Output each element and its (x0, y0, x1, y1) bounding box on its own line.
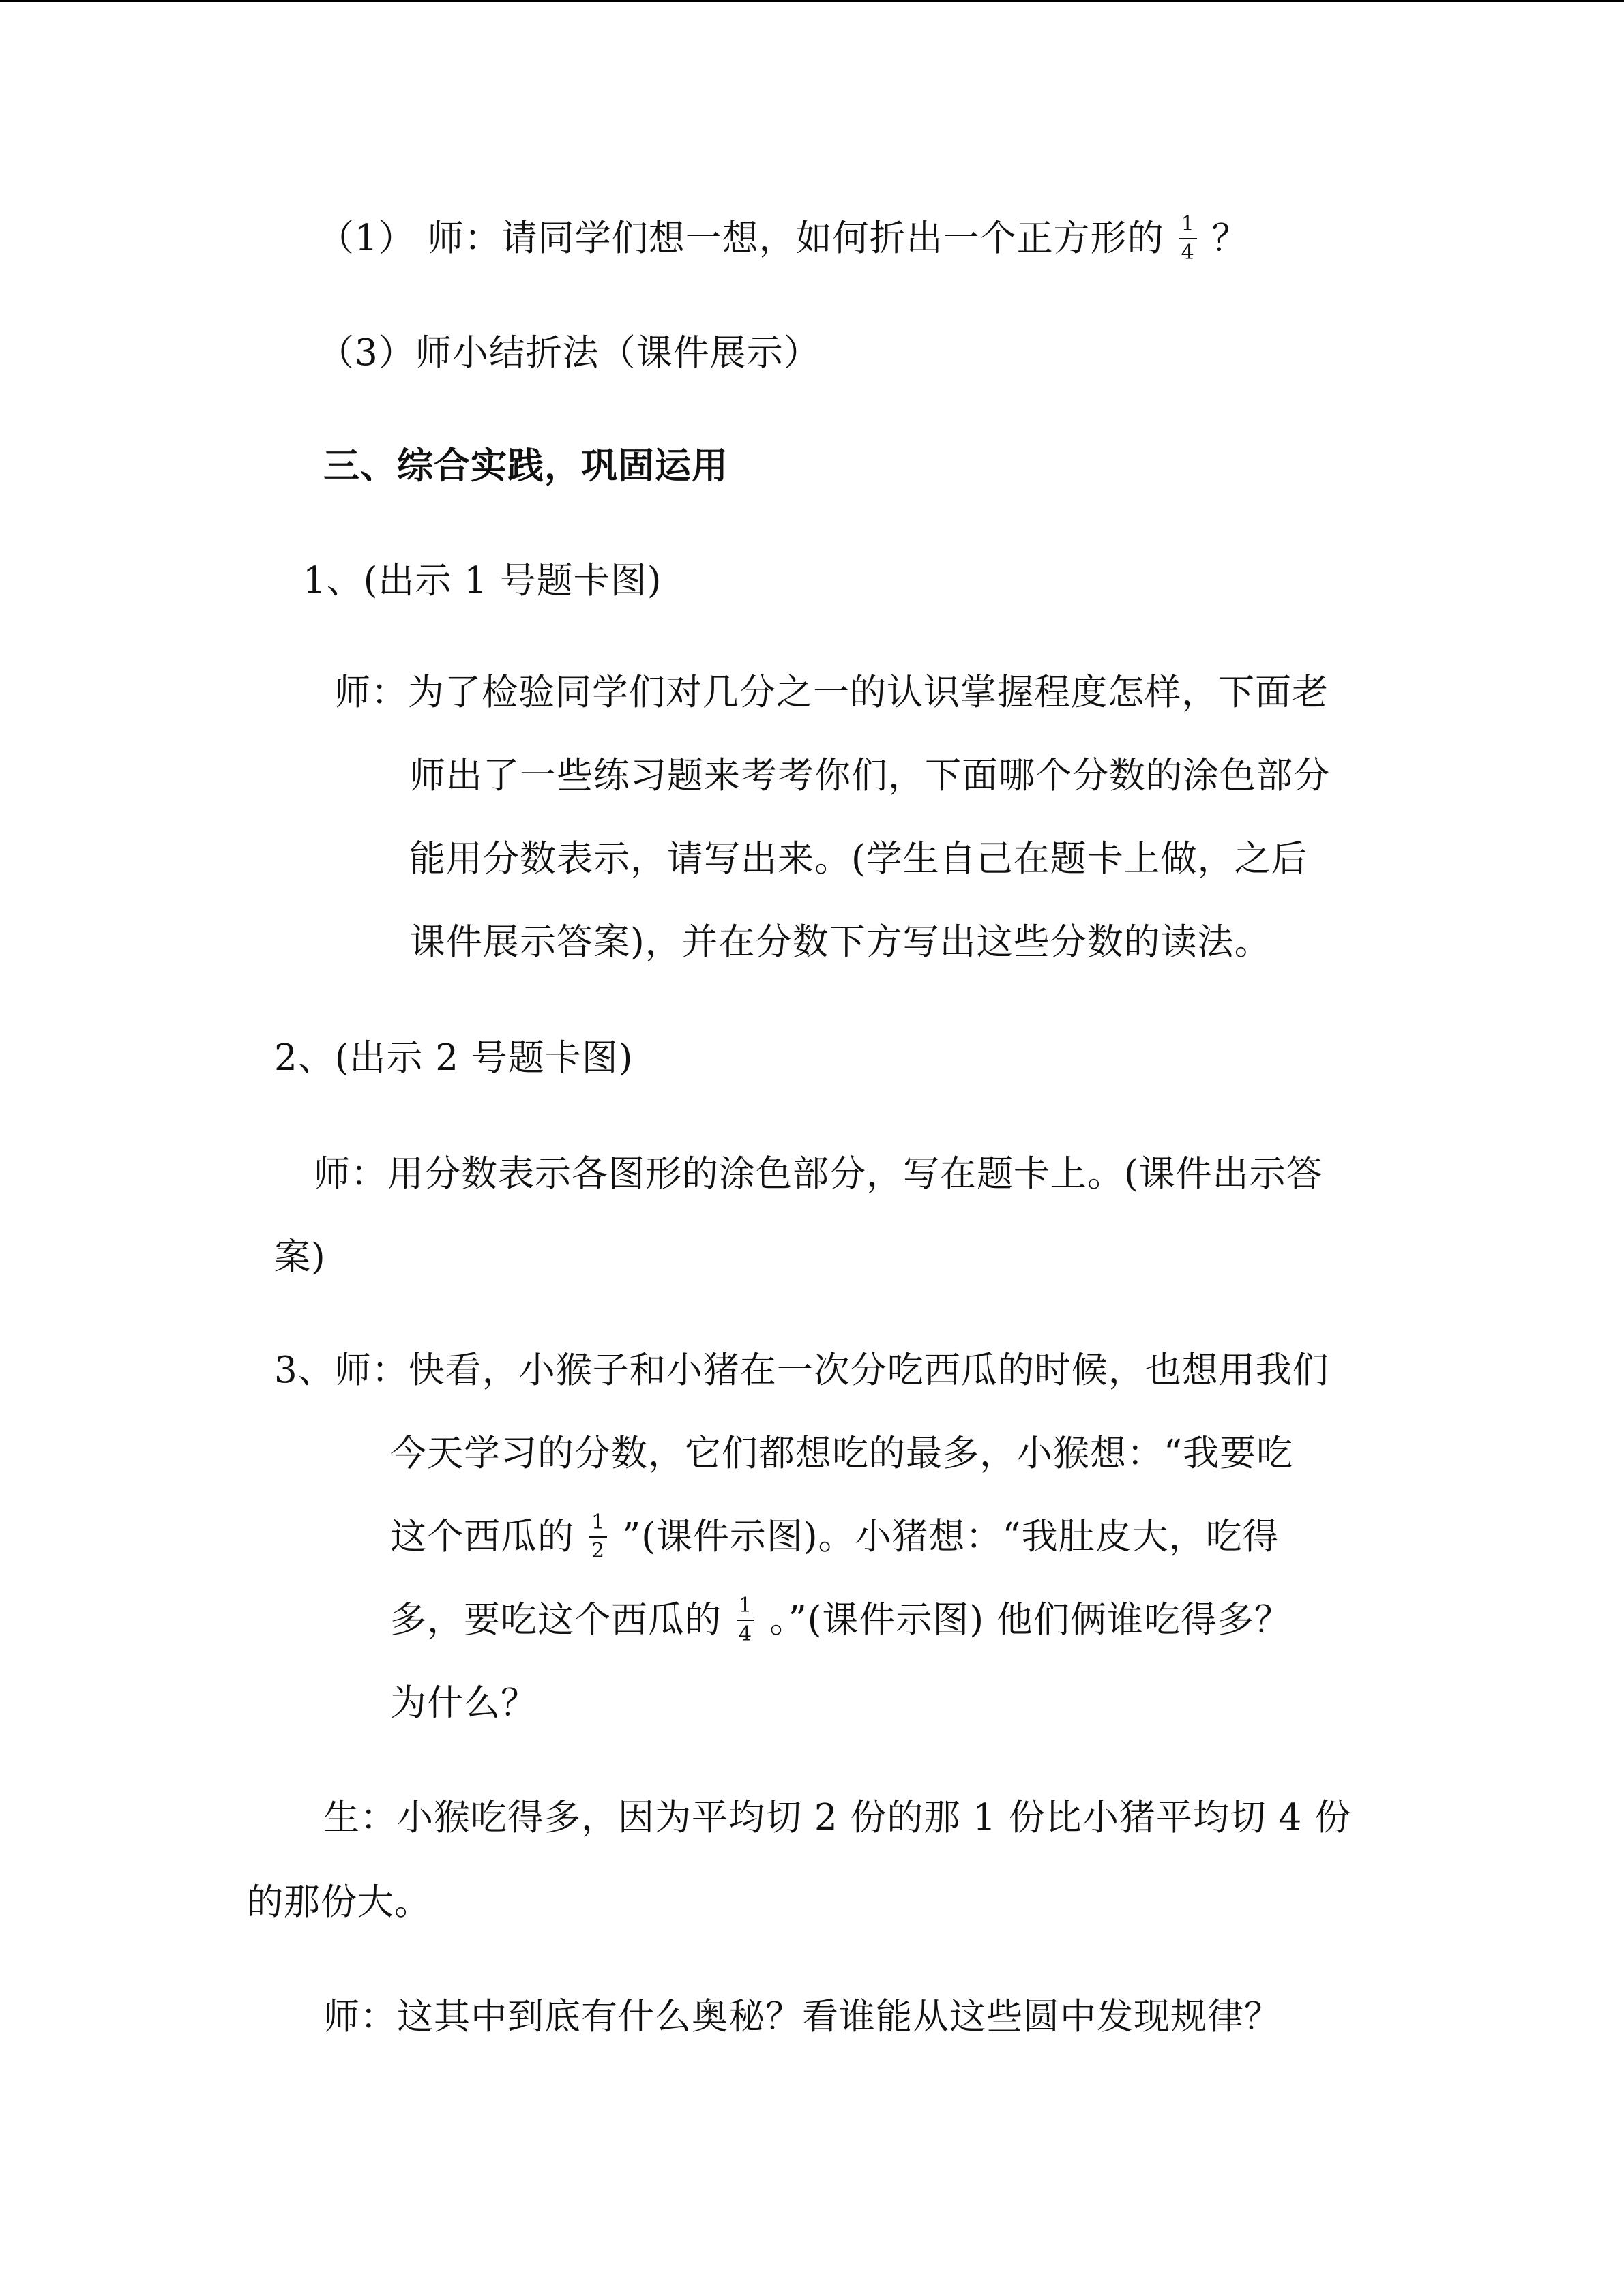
item-1-heading: 1、(出示 1 号题卡图) (303, 560, 662, 601)
item-1-paragraph-line-1: 师：为了检验同学们对几分之一的认识掌握程度怎样，下面老 (334, 672, 1329, 713)
text-pig-thinks: ”(课件示图)。小猪想：“我肚皮大，吃得 (622, 1516, 1280, 1557)
text-who-eats-more: 。”(课件示图) 他们俩谁吃得多？ (769, 1599, 1291, 1641)
fraction-one-quarter (737, 1594, 754, 1646)
fraction-one-quarter (1179, 213, 1197, 265)
fraction-denominator: 4 (1181, 240, 1195, 265)
teacher-final-question: 师：这其中到底有什么奥秘？看谁能从这些圆中发现规律？ (323, 1996, 1281, 2038)
student-answer-line-1: 生：小猴吃得多，因为平均切 2 份的那 1 份比小猪平均切 4 份 (323, 1797, 1352, 1838)
fraction-denominator: 4 (739, 1622, 753, 1646)
item-2-paragraph-line-2: 案) (274, 1236, 326, 1278)
section-heading: 三、综合实践，巩固运用 (323, 445, 728, 487)
item-2-heading: 2、(出示 2 号题卡图) (274, 1037, 634, 1079)
item-1-paragraph-line-4: 课件展示答案)，并在分数下方写出这些分数的读法。 (409, 921, 1271, 963)
student-answer-line-2: 的那份大。 (247, 1881, 431, 1923)
fraction-denominator: 2 (591, 1538, 606, 1563)
item-2-paragraph-line-1: 师：用分数表示各图形的涂色部分，写在题卡上。(课件出示答 (314, 1153, 1323, 1195)
item-3-line-3 (390, 1510, 1280, 1566)
paragraph-fold-question (318, 211, 1249, 267)
item-3-line-4 (390, 1593, 1291, 1649)
text-fold-question: （1） 师：请同学们想一想，如何折出一个正方形的 (318, 218, 1164, 259)
item-1-paragraph-line-3: 能用分数表示，请写出来。(学生自己在题卡上做，之后 (409, 838, 1308, 880)
text-pig-watermelon: 多，要吃这个西瓜的 (390, 1599, 722, 1641)
item-1-paragraph-line-2: 师出了一些练习题来考考你们，下面哪个分数的涂色部分 (409, 755, 1330, 796)
text-monkey-watermelon: 这个西瓜的 (390, 1516, 574, 1557)
question-mark: ？ (1211, 218, 1249, 259)
paragraph-teacher-summary: （3）师小结折法（课件展示） (318, 332, 821, 374)
fraction-numerator: 1 (1179, 213, 1197, 239)
item-3-line-2: 今天学习的分数，它们都想吃的最多，小猴想：“我要吃 (390, 1433, 1294, 1474)
fraction-one-half (589, 1511, 607, 1563)
fraction-numerator: 1 (589, 1511, 607, 1538)
fraction-numerator: 1 (737, 1594, 754, 1621)
item-3-line-1: 3、师：快看，小猴子和小猪在一次分吃西瓜的时候，也想用我们 (274, 1350, 1329, 1391)
item-3-line-5: 为什么？ (390, 1682, 537, 1724)
